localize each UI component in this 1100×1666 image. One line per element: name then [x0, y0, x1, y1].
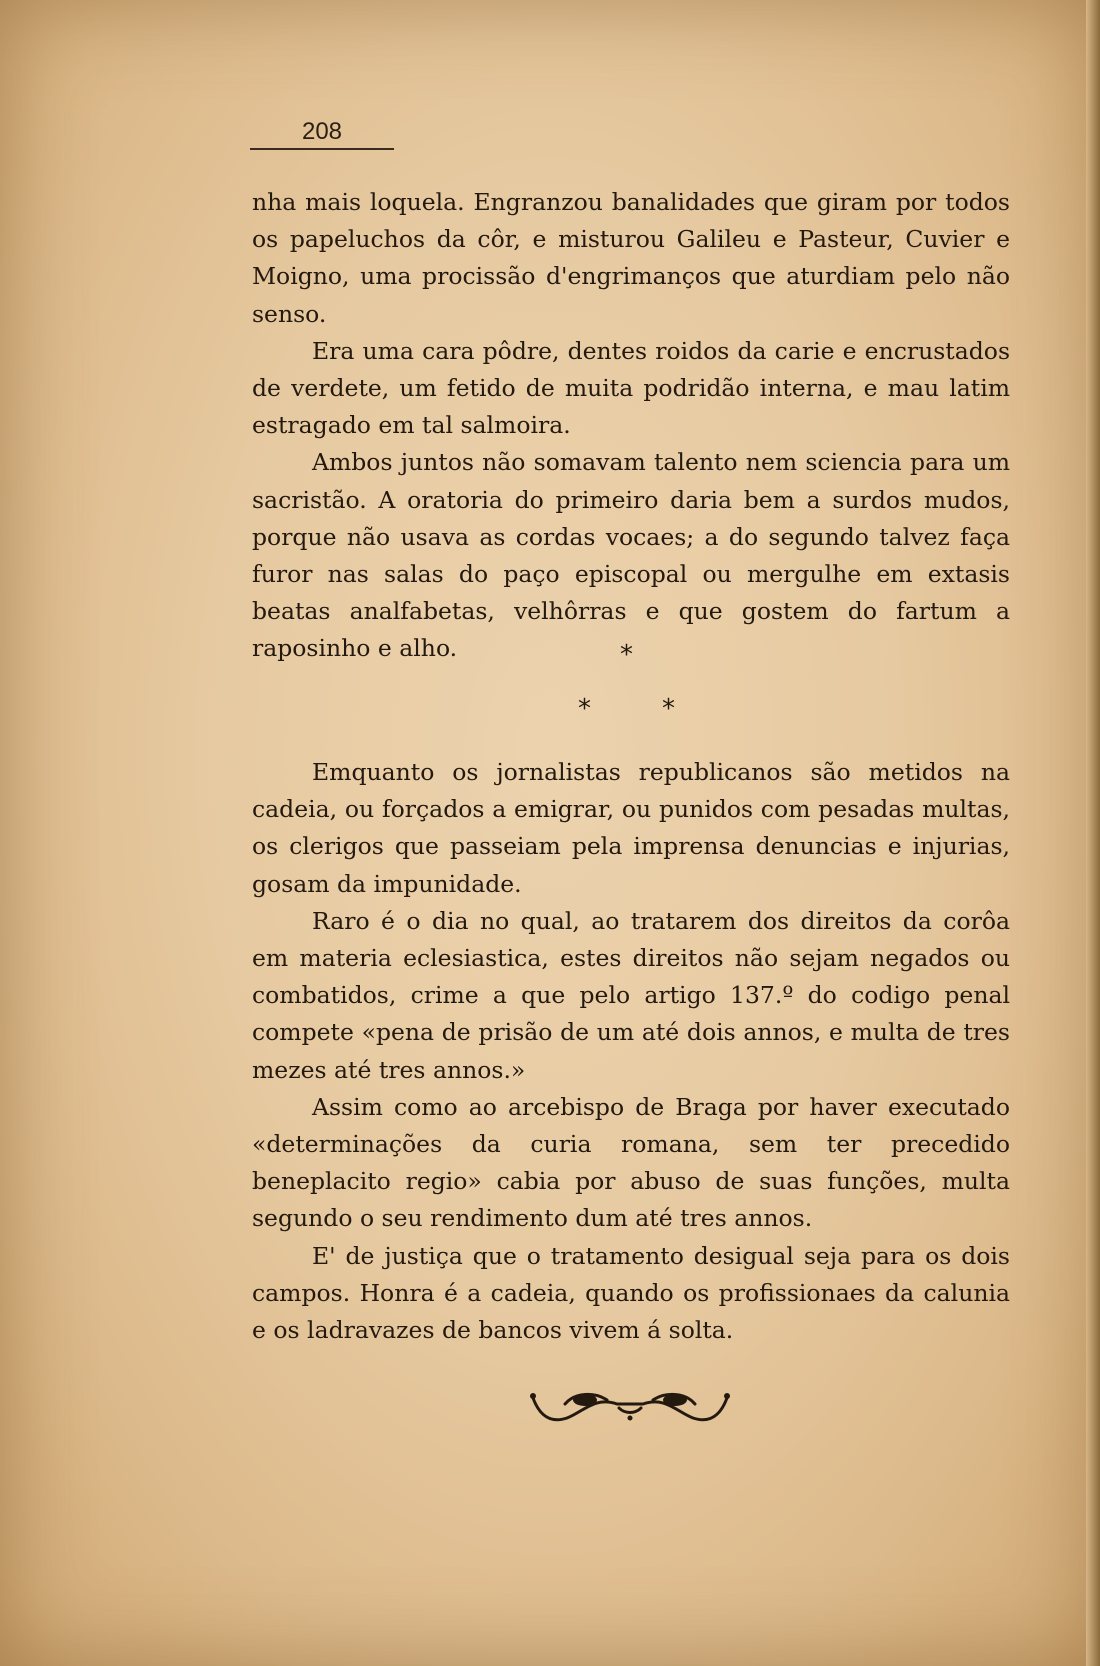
header-rule — [250, 148, 394, 150]
section-star-right: * — [662, 694, 675, 724]
paragraph: Raro é o dia no qual, ao tratarem dos direitos da corôa em materia eclesiastica, estes direitos não sejam negados ou combatidos, crime a que pelo artigo 137.º do codigo penal compete «pena de prisão de um até dois annos, e multa de tres mezes até tres annos.» — [252, 906, 1010, 1084]
paragraph: Era uma cara pôdre, dentes roidos da carie e encrustados de verdete, um fetido de muita podridão interna, e mau latim estragado em tal salmoira. — [252, 336, 1010, 440]
paragraph: E' de justiça que o tratamento desigual seja para os dois campos. Honra é a cadeia, quando os profissionaes da calunia e os ladravazes de bancos vivem á solta. — [252, 1241, 1010, 1345]
floral-tailpiece-icon — [525, 1384, 735, 1432]
section-star-left: * — [578, 694, 591, 724]
section-star-top: * — [620, 640, 633, 670]
page-number: 208 — [301, 118, 343, 145]
paragraph-continuation: nha mais loquela. Engranzou banalidades que giram por todos os papeluchos da côr, e misturou Galileu e Pasteur, Cuvier e Moigno, uma procissão d'engrimanços que aturdiam pelo não senso. — [252, 188, 1010, 328]
paragraph: Ambos juntos não somavam talento nem sciencia para um sacristão. A oratoria do primeiro daria bem a surdos mudos, porque não usava as cordas vocaes; a do segundo talvez faça furor nas salas do paço episcopal ou mergulhe em extasis beatas analfabetas, velhôrras e que gostem do fartum a raposinho e alho. — [252, 448, 1010, 663]
text-block-upper — [252, 184, 1010, 668]
paragraph: Emquanto os jornalistas republicanos são metidos na cadeia, ou forçados a emigrar, ou punidos com pesadas multas, os clerigos que passeiam pela imprensa denuncias e injurias, gosam da impunidade. — [252, 758, 1010, 898]
page-edge — [1086, 0, 1100, 1666]
text-block-lower — [252, 754, 1010, 1349]
paragraph: Assim como ao arcebispo de Braga por haver executado «determinações da curia romana, sem ter precedido beneplacito regio» cabia por abuso de suas funções, multa segundo o seu rendimento dum até tres annos. — [252, 1092, 1010, 1233]
